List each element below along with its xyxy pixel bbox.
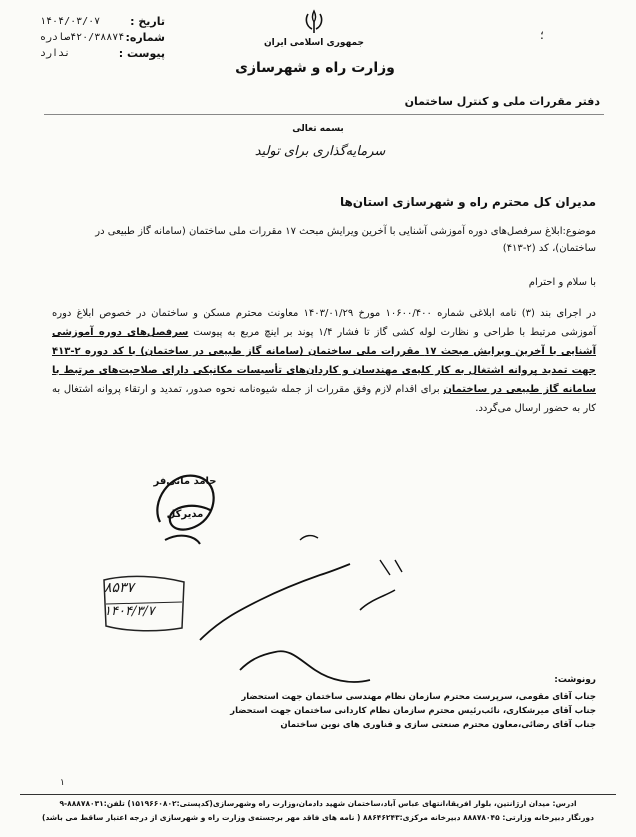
stamp-number: ۸۵۳۷ xyxy=(104,580,135,596)
department-title: دفتر مقررات ملی و کنترل ساختمان xyxy=(404,95,600,108)
corner-mark: ؛ xyxy=(540,28,544,42)
handwritten-note-icon xyxy=(180,520,450,710)
attachment-row xyxy=(40,46,165,62)
ministry-title: وزارت راه و شهرسازی xyxy=(235,60,395,76)
footer-address: ادرس: میدان ارژانتین، بلوار افریقا،انتهای عباس آباد،ساختمان شهید دادمان،وزارت راه وشهرسازی(کدپستی:۱۵۱۹۶۶۰۸۰۲) تلفن:۸۸۸۷۸۰۳۱-۹ xyxy=(59,799,577,808)
republic-title: جمهوری اسلامی ایران xyxy=(263,38,365,48)
body-part-2: برای اقدام لازم وفق مقررات از جمله شیوه‌نامه نحوه صدور، تمدید و ارتقاء پروانه اشتغال به کار به حضور ارسال می‌گردد. xyxy=(52,384,596,414)
body-bold-part: سرفصل‌های دوره آموزشی آشنایی با آخرین ویرایش مبحث ۱۷ مقررات ملی ساختمان (سامانه گاز طبیعی در ساختمان) با کد دوره ۲-۴۱۳ جهت تمدید پروانه اشتغال به کار کلیه‌ی مهندسان و کاردان‌های تأسیسات مکانیکی دارای صلاحیت‌های مرتبط با سامانه گاز طبیعی در ساختمان xyxy=(52,327,596,395)
signatory-title: مدیرکل xyxy=(166,509,204,520)
letter-meta xyxy=(40,14,165,62)
cc-item: جناب آقای میرشکاری، نائب‌رئیس محترم سازمان نظام کاردانی ساختمان جهت استحضار xyxy=(230,706,596,716)
cc-list xyxy=(210,690,596,732)
date-row xyxy=(40,14,165,30)
cc-title: رونوشت: xyxy=(554,675,596,685)
footer-secretariat: دورنگار دبیرخانه وزارتی: ۸۸۸۷۸۰۴۵ دبیرخانه مرکزی:۸۸۶۴۶۲۴۳ ( نامه های فاقد مهر برجسته‌ی وزارت راه و شهرسازی از درجه اعتبار ساقط می باشد) xyxy=(42,813,594,822)
addressee: مدیران کل محترم راه و شهرسازی استان‌ها xyxy=(339,195,596,209)
footer xyxy=(10,797,626,825)
bismillah: بسمه تعالی xyxy=(292,124,344,134)
letter-body xyxy=(52,304,596,418)
attachment-value: ندارد xyxy=(40,48,71,59)
date-value: ۱۴۰۴/۰۳/۰۷ xyxy=(40,16,101,27)
body-part-1: در اجرای بند (۳) نامه ابلاغی شماره ۱۰۶۰۰/۴۰۰ مورخ ۱۴۰۳/۰۱/۲۹ معاونت محترم مسکن و ساختمان در خصوص ابلاغ دوره آموزشی مرتبط با طراحی و نظارت لوله کشی گاز تا فشار ۱/۴ پوند بر اینچ مربع به پیوست xyxy=(52,308,596,338)
subject-line: موضوع:ابلاغ سرفصل‌های دوره آموزشی آشنایی با آخرین ویرایش مبحث ۱۷ مقررات ملی ساختمان (سامانه گاز طبیعی در ساختمان)، کد (۲-۴۱۳) xyxy=(95,226,596,254)
stamp-date: ۱۴۰۴/۳/۷ xyxy=(104,604,155,619)
iran-emblem-icon xyxy=(300,8,328,36)
signatory-name: حامد مانی‌فر xyxy=(153,476,217,487)
greeting: با سلام و احترام xyxy=(528,277,596,288)
header-divider xyxy=(44,114,604,115)
footer-divider xyxy=(20,794,616,795)
cc-item: جناب آقای رضائی،معاون محترم صنعتی سازی و فناوری های نوین ساختمان xyxy=(280,720,596,730)
number-value: ۴۲۰/۳۸۸۷۴صادره xyxy=(40,32,125,43)
attachment-label: پیوست : xyxy=(118,47,165,60)
number-label: شماره: xyxy=(125,31,165,44)
year-slogan: سرمایه‌گذاری برای تولید xyxy=(254,144,386,159)
page-number: ۱ xyxy=(60,778,65,788)
number-row xyxy=(40,30,165,46)
date-label: تاریخ : xyxy=(130,15,165,28)
cc-item: جناب آقای مقومی، سرپرست محترم سازمان نظام مهندسی ساختمان جهت استحضار xyxy=(241,692,596,702)
signature-block xyxy=(150,476,220,520)
